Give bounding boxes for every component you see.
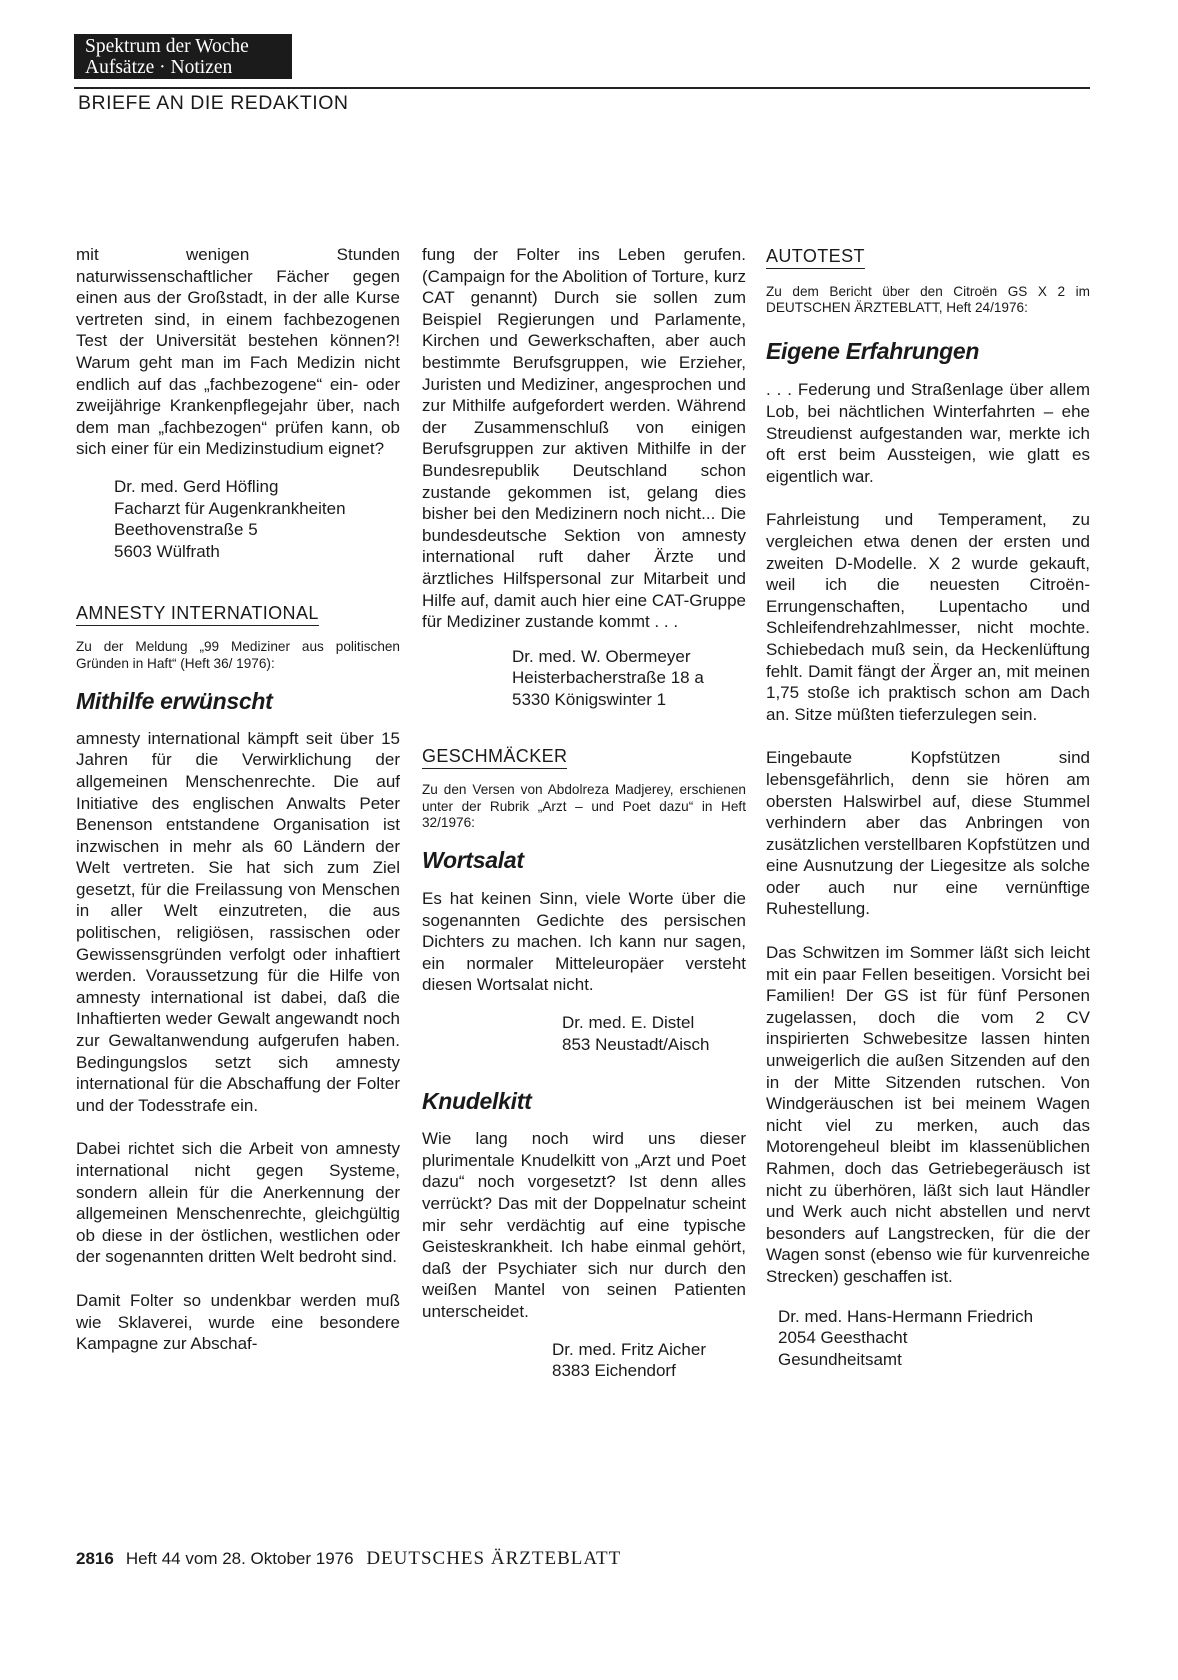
page-number: 2816 — [76, 1549, 114, 1568]
headline-eigene-erfahrungen: Eigene Erfahrungen — [766, 338, 980, 365]
headline-mithilfe: Mithilfe erwünscht — [76, 687, 273, 714]
signature-line: 2054 Geesthacht — [778, 1328, 908, 1348]
letter-wortsalat: Es hat keinen Sinn, viele Worte über die sogenannten Gedichte des persischen Dichters zu machen. Ich kann nur sagen, ein normaler Mitteleuropäer versteht diesen Wortsalat nicht. — [422, 889, 746, 995]
section-title: BRIEFE AN DIE REDAKTION — [78, 92, 349, 114]
signature-line: Dr. med. E. Distel — [562, 1013, 695, 1033]
journal-name: DEUTSCHES ÄRZTEBLATT — [366, 1548, 622, 1569]
signature-line: 853 Neustadt/Aisch — [562, 1034, 710, 1054]
signature-line: 8383 Eichendorf — [552, 1361, 676, 1381]
signature-line: Dr. med. Hans-Hermann Friedrich — [778, 1306, 1034, 1326]
column-3 — [766, 246, 1090, 1370]
column-2 — [422, 244, 746, 1382]
signature-obermeyer — [512, 646, 746, 711]
signature-distel — [562, 1012, 746, 1055]
headline-knudelkitt: Knudelkitt — [422, 1088, 532, 1115]
intro-autotest: Zu dem Bericht über den Citroën GS X 2 im DEUTSCHEN ÄRZTEBLATT, Heft 24/1976: — [766, 284, 1090, 316]
signature-line: 5603 Wülfrath — [114, 541, 220, 561]
rubric-autotest: AUTOTEST — [766, 246, 865, 269]
column-1 — [76, 244, 400, 1355]
signature-aicher — [552, 1339, 746, 1382]
issue-info: Heft 44 vom 28. Oktober 1976 — [125, 1549, 354, 1568]
page-footer — [76, 1548, 621, 1570]
intro-amnesty: Zu der Meldung „99 Mediziner aus politischen Gründen in Haft“ (Heft 36/ 1976): — [76, 639, 400, 671]
section-tag-line1: Spektrum der Woche — [85, 36, 249, 57]
letter-autotest-p3: Eingebaute Kopfstützen sind lebensgefährlich, denn sie hören am obersten Halswirbel auf, diese Stummel verhindern aber das Anbringen von zusätzlichen verstellbaren Kopfstützen und eine Ausnutzung der Liegesitze als solche oder auch nur eine vernünftige Ruhestellung. — [766, 748, 1090, 919]
letter-knudelkitt: Wie lang noch wird uns dieser plurimentale Knudelkitt von „Arzt und Poet dazu“ noch vorgesetzt? Ist denn alles verrückt? Das mit der Doppelnatur scheint mir sehr verdächtig auf eine typische Geisteskrankheit. Ich habe einmal gehört, daß der Psychiater sich nur durch den weißen Mantel von seinen Patienten unterscheidet. — [422, 1129, 746, 1321]
rubric-amnesty: AMNESTY INTERNATIONAL — [76, 603, 319, 626]
signature-line: Facharzt für Augenkrankheiten — [114, 498, 346, 518]
section-tag-line2: Aufsätze · Notizen — [85, 57, 233, 78]
letter-continuation: mit wenigen Stunden naturwissenschaftlicher Fächer gegen einen aus der Großstadt, in der alle Kurse vertreten sind, in einem fachbezogenen Test der Universität bestehen können?! Warum geht man im Fach Medizin nicht endlich auf das „fachbezogene“ ein- oder zweijährige Krankenpflegejahr über, nach dem man „fachbezogen“ prüfen kann, ob sich einer für ein Medizinstudium eignet? — [76, 245, 400, 459]
letter-autotest-p1: . . . Federung und Straßenlage über allem Lob, bei nächtlichen Winterfahrten – ehe Streudienst aufgestanden war, merkte ich oft erst beim Aussteigen, wie glatt es eigentlich war. — [766, 380, 1090, 486]
letter-amnesty-p2: Dabei richtet sich die Arbeit von amnesty international nicht gegen Systeme, sondern allein für die Anerkennung der allgemeinen Menschenrechte, gleichgültig ob diese in der östlichen, westlichen oder der sogenannten dritten Welt bedroht sind. — [76, 1139, 400, 1267]
signature-line: Dr. med. W. Obermeyer — [512, 646, 691, 666]
signature-line: Dr. med. Gerd Höfling — [114, 476, 279, 496]
letter-autotest-p2: Fahrleistung und Temperament, zu vergleichen etwa denen der ersten und zweiten D-Modelle. X 2 wurde gekauft, weil ich die neuesten Citroën-Errungenschaften, Lupentacho und Schleifendrehzahlmesser, nicht mochte. Schiebedach muß sein, da Heckenlüftung fehlt. Damit fängt der Ärger an, mit meinen 1,75 stoße ich praktisch schon am Dach an. Sitze müßten tieferzulegen sein. — [766, 510, 1090, 724]
signature-line: Gesundheitsamt — [778, 1349, 902, 1369]
section-tag — [74, 34, 292, 79]
rubric-geschmaecker: GESCHMÄCKER — [422, 746, 567, 769]
letter-amnesty-p1: amnesty international kämpft seit über 15 Jahren für die Verwirklichung der allgemeinen Menschenrechte. Die auf Initiative des englischen Anwalts Peter Benenson entstandene Organisation ist inzwischen in mehr als 60 Ländern der Welt vertreten. Sie hat sich zum Ziel gesetzt, für die Freilassung von Menschen in aller Welt einzutreten, die aus politischen, religiösen, rassischen oder Gewissensgründen verfolgt oder inhaftiert werden. Voraussetzung für die Hilfe von amnesty international ist dabei, daß die Inhaftierten weder Gewalt angewandt noch zur Gewaltanwendung aufgerufen haben. Bedingungslos setzt sich amnesty international für die Abschaffung der Folter und der Todesstrafe ein. — [76, 728, 400, 1115]
header-rule — [74, 87, 1090, 89]
letter-autotest-p4: Das Schwitzen im Sommer läßt sich leicht mit ein paar Fellen beseitigen. Vorsicht bei Familien! Der GS ist für fünf Personen zugelassen, doch die vom 2 CV inspirierten Schwebesitze lassen hinten unweigerlich die außen Sitzenden auf den in der Mitte Sitzenden rutschen. Von Windgeräuschen ist bei meinem Wagen nicht viel zu merken, auch das Motorengeheul bleibt im klassenüblichen Rahmen, doch das Getriebegeräusch ist nicht zu überhören, läßt sich laut Händler und Werk auch nicht abstellen und nervt besonders auf Langstrecken, für die der Wagen sonst (ebenso wie für kurvenreiche Strecken) geschaffen ist. — [766, 943, 1090, 1286]
signature-line: Beethovenstraße 5 — [114, 520, 258, 540]
signature-line: 5330 Königswinter 1 — [512, 689, 667, 709]
signature-friedrich — [778, 1306, 1090, 1371]
signature-line: Heisterbacherstraße 18 a — [512, 668, 704, 688]
signature-line: Dr. med. Fritz Aicher — [552, 1339, 706, 1359]
letter-amnesty-continuation: fung der Folter ins Leben gerufen. (Campaign for the Abolition of Torture, kurz CAT genannt) Durch sie sollen zum Beispiel Regierungen und Parlamente, Kirchen und Gewerkschaften, aber auch bestimmte Berufsgruppen, wie Erzieher, Juristen und Mediziner, angesprochen und zur Mithilfe aufgefordert werden. Während der Zusammenschluß von einigen Berufsgruppen zur aktiven Mithilfe in der Bundesrepublik Deutschland schon zustande gekommen ist, gelang dies bisher bei den Medizinern noch nicht... Die bundesdeutsche Sektion von amnesty international ruft daher Ärzte und ärztliches Hilfspersonal zur Mitarbeit und Hilfe auf, damit auch hier eine CAT-Gruppe für Mediziner zustande kommt . . . — [422, 245, 746, 632]
signature-hoefling — [114, 476, 400, 562]
intro-geschmaecker: Zu den Versen von Abdolreza Madjerey, erschienen unter der Rubrik „Arzt – und Poet dazu“ in Heft 32/1976: — [422, 782, 746, 830]
letter-amnesty-p3: Damit Folter so undenkbar werden muß wie Sklaverei, wurde eine besondere Kampagne zur Abschaf- — [76, 1290, 400, 1354]
headline-wortsalat: Wortsalat — [422, 847, 524, 874]
